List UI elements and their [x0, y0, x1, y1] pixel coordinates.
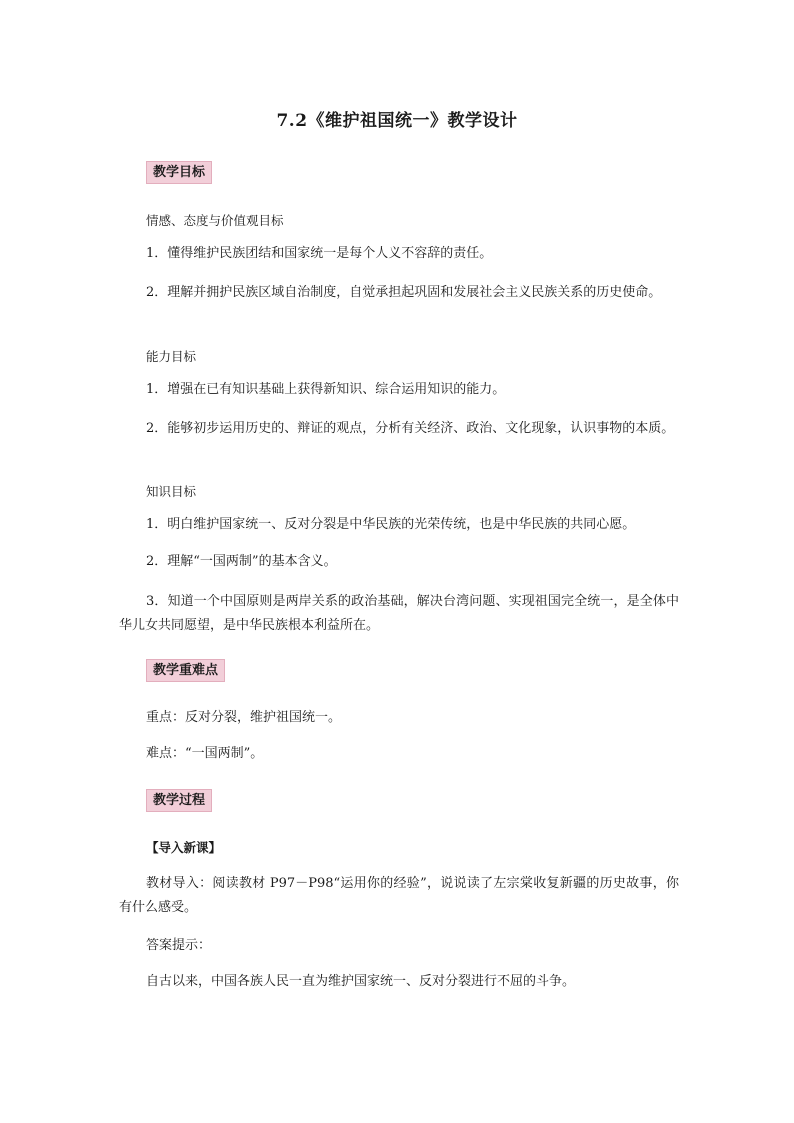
intro-heading: 【导入新课】	[146, 840, 222, 855]
difficult-point: 难点：“一国两制”。	[146, 746, 264, 761]
ability-item-1: 1．增强在已有知识基础上获得新知识、综合运用知识的能力。	[146, 382, 506, 397]
ability-item-2: 2．能够初步运用历史的、辩证的观点，分析有关经济、政治、文化现象，认识事物的本质。	[146, 421, 675, 436]
knowledge-heading: 知识目标	[146, 484, 197, 499]
section-badge-process: 教学过程	[146, 789, 212, 812]
emotion-item-1: 1．懂得维护民族团结和国家统一是每个人义不容辞的责任。	[146, 246, 493, 261]
knowledge-item-3: 3．知道一个中国原则是两岸关系的政治基础，解决台湾问题、实现祖国完全统一，是全体中华儿女共同愿望，是中华民族根本利益所在。	[119, 594, 679, 633]
section-badge-objectives: 教学目标	[146, 161, 212, 184]
knowledge-item-2: 2．理解“一国两制”的基本含义。	[146, 554, 337, 569]
intro-text: 教材导入：阅读教材 P97－P98“运用你的经验”，说说读了左宗棠收复新疆的历史故事，你有什么感受。	[119, 876, 679, 915]
section-badge-keypoints: 教学重难点	[146, 659, 225, 682]
key-point: 重点：反对分裂，维护祖国统一。	[146, 710, 342, 725]
emotion-item-2: 2．理解并拥护民族区域自治制度，自觉承担起巩固和发展社会主义民族关系的历史使命。	[146, 285, 662, 300]
document-title: 7.2《维护祖国统一》教学设计	[276, 111, 518, 131]
answer-heading: 答案提示：	[146, 938, 212, 953]
knowledge-item-1: 1．明白维护国家统一、反对分裂是中华民族的光荣传统，也是中华民族的共同心愿。	[146, 517, 636, 532]
answer-text: 自古以来，中国各族人民一直为维护国家统一、反对分裂进行不屈的斗争。	[146, 974, 576, 989]
ability-heading: 能力目标	[146, 349, 197, 364]
emotion-heading: 情感、态度与价值观目标	[146, 213, 284, 228]
